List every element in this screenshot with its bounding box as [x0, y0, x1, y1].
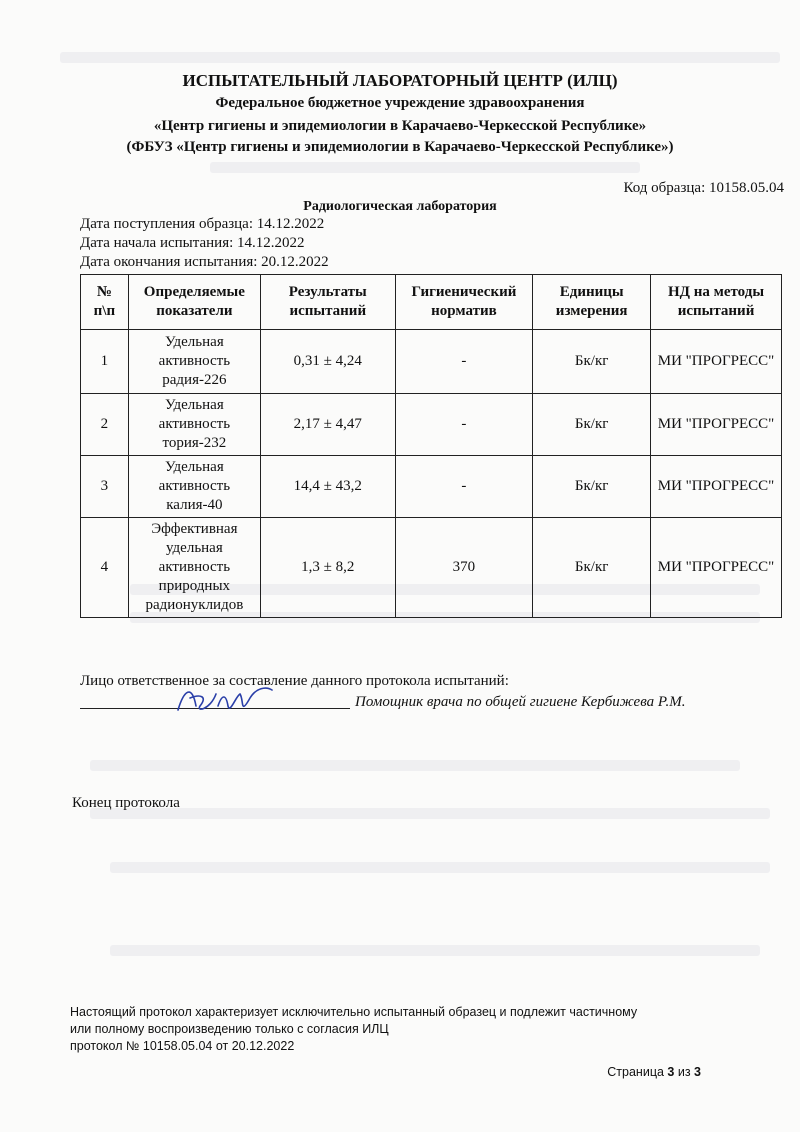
responsible-role: Помощник врача по общей гигиене Кербижева Р.М. [355, 694, 686, 710]
cell-result: 14,4 ± 43,2 [261, 456, 396, 518]
cell-units: Бк/кг [533, 518, 651, 618]
cell-units: Бк/кг [533, 330, 651, 394]
org-line-2: «Центр гигиены и эпидемиологии в Карачаево-Черкесской Республике» [153, 118, 647, 134]
cell-number: 1 [81, 330, 129, 394]
cell-number: 3 [81, 456, 129, 518]
header-norm: Гигиенический норматив [395, 275, 533, 330]
cell-number: 4 [81, 518, 129, 618]
pager-middle: из [674, 1065, 695, 1079]
cell-units: Бк/кг [533, 394, 651, 456]
disclaimer-line-3: протокол № 10158.05.04 от 20.12.2022 [70, 1039, 295, 1053]
cell-norm: 370 [395, 518, 533, 618]
disclaimer [70, 1004, 637, 1055]
pager-current: 3 [667, 1065, 675, 1079]
sample-code: Код образца: 10158.05.04 [623, 180, 784, 196]
results-table [80, 274, 782, 618]
bleed-through [90, 760, 740, 771]
cell-indicator: Удельная активность калия-40 [128, 456, 260, 518]
pager-total: 3 [694, 1065, 701, 1079]
cell-result: 0,31 ± 4,24 [261, 330, 396, 394]
dates-block [80, 215, 329, 272]
cell-method: МИ "ПРОГРЕСС" [651, 518, 782, 618]
cell-norm: - [395, 456, 533, 518]
date-end: Дата окончания испытания: 20.12.2022 [80, 254, 329, 270]
cell-indicator: Удельная активность радия-226 [128, 330, 260, 394]
cell-units: Бк/кг [533, 456, 651, 518]
cell-method: МИ "ПРОГРЕСС" [651, 330, 782, 394]
cell-number: 2 [81, 394, 129, 456]
header-method: НД на методы испытаний [651, 275, 782, 330]
table-row [81, 456, 782, 518]
header-units: Единицы измерения [533, 275, 651, 330]
cell-method: МИ "ПРОГРЕСС" [651, 456, 782, 518]
cell-result: 2,17 ± 4,47 [261, 394, 396, 456]
cell-method: МИ "ПРОГРЕСС" [651, 394, 782, 456]
cell-norm: - [395, 330, 533, 394]
bleed-through [210, 162, 640, 173]
header-indicator: Определяемые показатели [128, 275, 260, 330]
table-header-row [81, 275, 782, 330]
table-row [81, 394, 782, 456]
header-number: № п\п [81, 275, 129, 330]
cell-norm: - [395, 394, 533, 456]
lab-name: Радиологическая лаборатория [303, 199, 497, 214]
table-row [81, 330, 782, 394]
cell-indicator: Эффективная удельная активность природных радионуклидов [128, 518, 260, 618]
responsible-label: Лицо ответственное за составление данного протокола испытаний: [80, 673, 509, 689]
bleed-through [110, 862, 770, 873]
disclaimer-line-1: Настоящий протокол характеризует исключительно испытанный образец и подлежит частичному [70, 1005, 638, 1019]
end-of-protocol: Конец протокола [72, 795, 180, 811]
bleed-through [60, 52, 780, 63]
center-title: ИСПЫТАТЕЛЬНЫЙ ЛАБОРАТОРНЫЙ ЦЕНТР (ИЛЦ) [182, 71, 618, 90]
date-start: Дата начала испытания: 14.12.2022 [80, 235, 305, 251]
handwritten-signature [170, 676, 280, 726]
disclaimer-line-2: или полному воспроизведению только с согласия ИЛЦ [70, 1022, 389, 1036]
bleed-through [110, 945, 760, 956]
cell-result: 1,3 ± 8,2 [261, 518, 396, 618]
bleed-through [90, 808, 770, 819]
org-line-1: Федеральное бюджетное учреждение здравоохранения [215, 95, 585, 111]
header-result: Результаты испытаний [261, 275, 396, 330]
org-line-3: (ФБУЗ «Центр гигиены и эпидемиологии в Карачаево-Черкесской Республике») [126, 139, 674, 155]
table-row [81, 518, 782, 618]
cell-indicator: Удельная активность тория-232 [128, 394, 260, 456]
date-received: Дата поступления образца: 14.12.2022 [80, 216, 325, 232]
page-number [607, 1065, 701, 1079]
pager-prefix: Страница [607, 1065, 668, 1079]
